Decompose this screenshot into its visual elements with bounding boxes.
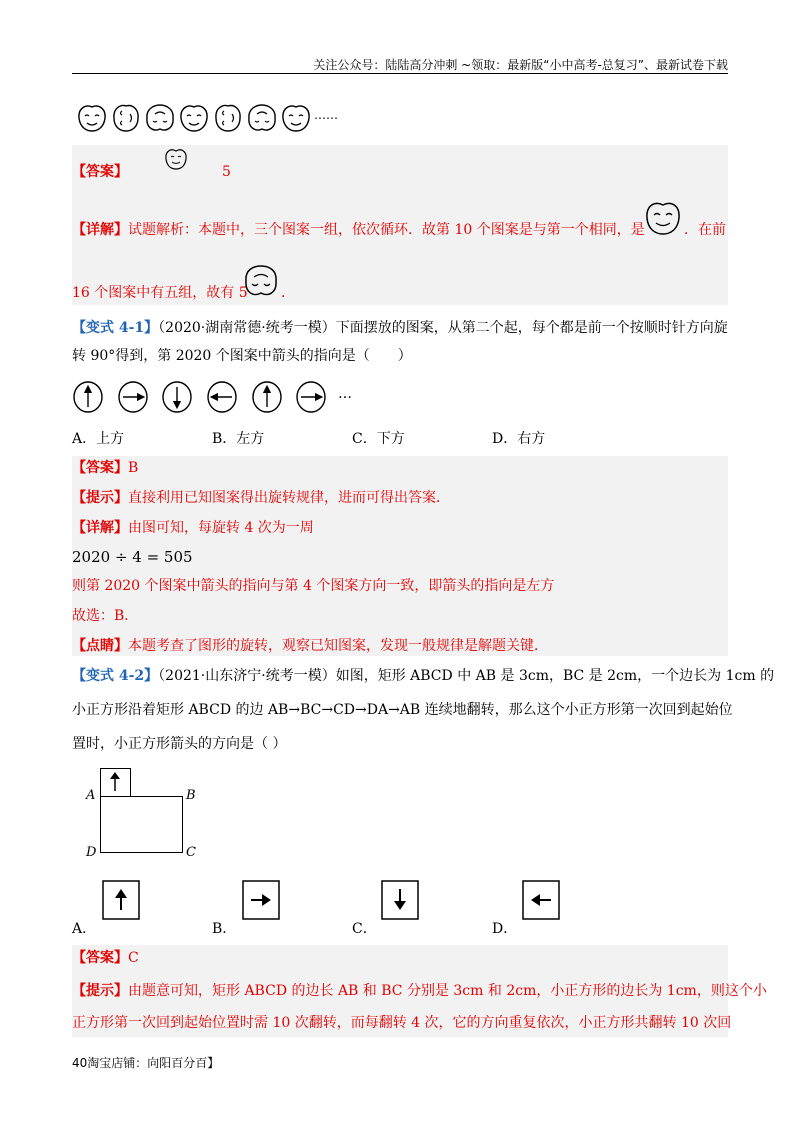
answer-4-2 [72,948,139,968]
hint-tag: 【提示】 [72,490,128,506]
arrow-left-icon [208,382,236,412]
question-4-2-line1 [72,666,774,686]
vertex-label-b: B [186,788,196,803]
square-arrow-left-icon[interactable] [522,880,560,920]
hint-4-2-line2: 正方形第一次回到起始位置时需 10 次翻转，而每翻转 4 次，它的方向重复依次，小正方形共翻转 10 次回 [72,1015,732,1031]
answer-tag: 【答案】 [72,164,128,180]
detail-text: 试题解析：本题中，三个图案一组，依次循环．故第 10 个图案是与第一个相同，是 [128,222,645,238]
option-c[interactable]: C．下方 [352,431,405,447]
faces-sequence [76,102,376,134]
face-icon [164,148,188,170]
question-text: （2021·山东济宁·统考一模）如图，矩形 ABCD 中 AB 是 3cm，BC 是 2cm，一个边长为 1cm 的 [158,668,775,684]
question-4-1-line1 [72,318,728,338]
question-4-1-line2: 转 90°得到，第 2020 个图案中箭头的指向是（ ） [72,348,412,364]
answer-value: C [128,950,139,966]
detail-1-line1 [72,220,645,240]
detail-1-line2-end: ． [281,285,295,301]
header-rule [72,73,728,74]
answer-1 [72,162,128,182]
hint-tag: 【提示】 [72,983,128,999]
arrow-circle-sequence [72,380,372,414]
face-icon [181,106,207,131]
arrow-up-icon [74,382,102,412]
detail-1-line1-end: ．在前 [684,222,726,238]
comment-text: 本题考查了图形的旋转，观察已知图案，发现一般规律是解题关键． [128,638,548,654]
detail-tag: 【详解】 [72,520,128,536]
comment-4-1 [72,636,548,656]
face-icon [114,106,138,132]
comment-tag: 【点睛】 [72,638,128,654]
option-d[interactable]: D．右方 [492,431,546,447]
choice-4-1: 故选：B． [72,608,139,624]
question-4-2-line3: 置时，小正方形箭头的方向是（ ） [72,736,287,752]
page-header: 关注公众号：陆陆高分冲刺 ~领取：最新版“小中高考-总复习”、最新试卷下载 [313,58,728,72]
upside-down-face-icon [243,264,279,298]
answer-tag: 【答案】 [72,460,128,476]
option-b[interactable]: B． [212,921,237,937]
detail-1-line2: 16 个图案中有五组，故有 5 [72,285,248,301]
hint-text: 由题意可知，矩形 ABCD 的边长 AB 和 BC 分别是 3cm 和 2cm，小正方形的边长为 1cm，则这个小 [128,983,767,999]
answer-tag: 【答案】 [72,950,128,966]
option-a[interactable]: A． [72,921,97,937]
option-c[interactable]: C． [352,921,377,937]
arrow-ellipsis: … [338,386,352,402]
option-d[interactable]: D． [492,921,518,937]
vertex-label-c: C [186,845,196,860]
hint-4-1 [72,488,450,508]
question-tag: 【变式 4-1】 [72,320,159,336]
face-icon [249,105,275,130]
option-a[interactable]: A．上方 [72,431,125,447]
question-tag: 【变式 4-2】 [72,668,159,684]
square-arrow-right-icon[interactable] [242,880,280,920]
question-4-2-line2: 小正方形沿着矩形 ABCD 的边 AB→BC→CD→DA→AB 连续地翻转，那么这个小正方形第一次回到起始位 [72,702,733,718]
arrow-right-icon [119,382,147,412]
detail-text: 由图可知，每旋转 4 次为一周 [128,520,314,536]
face-icon [79,106,105,131]
smiling-face-icon [644,200,682,236]
arrow-up-icon [253,382,281,412]
page-footer: 40淘宝店铺：向阳百分百】 [72,1056,220,1070]
vertex-label-a: A [86,788,96,803]
hint-text: 直接利用已知图案得出旋转规律，进而可得出答案． [128,490,450,506]
face-icon [147,105,173,130]
answer-1-value: 5 [222,164,231,180]
answer-4-1 [72,458,138,478]
calc-4-1: 2020 ÷ 4 = 505 [72,548,193,566]
square-arrow-up-icon[interactable] [102,880,140,920]
vertex-label-d: D [86,845,97,860]
option-b[interactable]: B．左方 [212,431,265,447]
conclusion-4-1: 则第 2020 个图案中箭头的指向与第 4 个图案方向一致，即箭头的指向是左方 [72,578,555,594]
square-arrow-down-icon[interactable] [381,880,419,920]
arrow-circles [72,380,372,414]
detail-4-1 [72,518,314,538]
faces-ellipsis: …… [314,108,338,122]
hint-4-2-line1 [72,981,767,1001]
arrow-down-icon [163,382,191,412]
face-icon [216,106,240,132]
rectangle-figure [100,768,190,858]
face-icon [283,106,309,131]
arrow-right-icon [297,382,325,412]
answer-value: B [128,460,139,476]
detail-tag: 【详解】 [72,222,128,238]
question-text: （2020·湖南常德·统考一模）下面摆放的图案，从第二个起，每个都是前一个按顺时针方向旋 [158,320,728,336]
